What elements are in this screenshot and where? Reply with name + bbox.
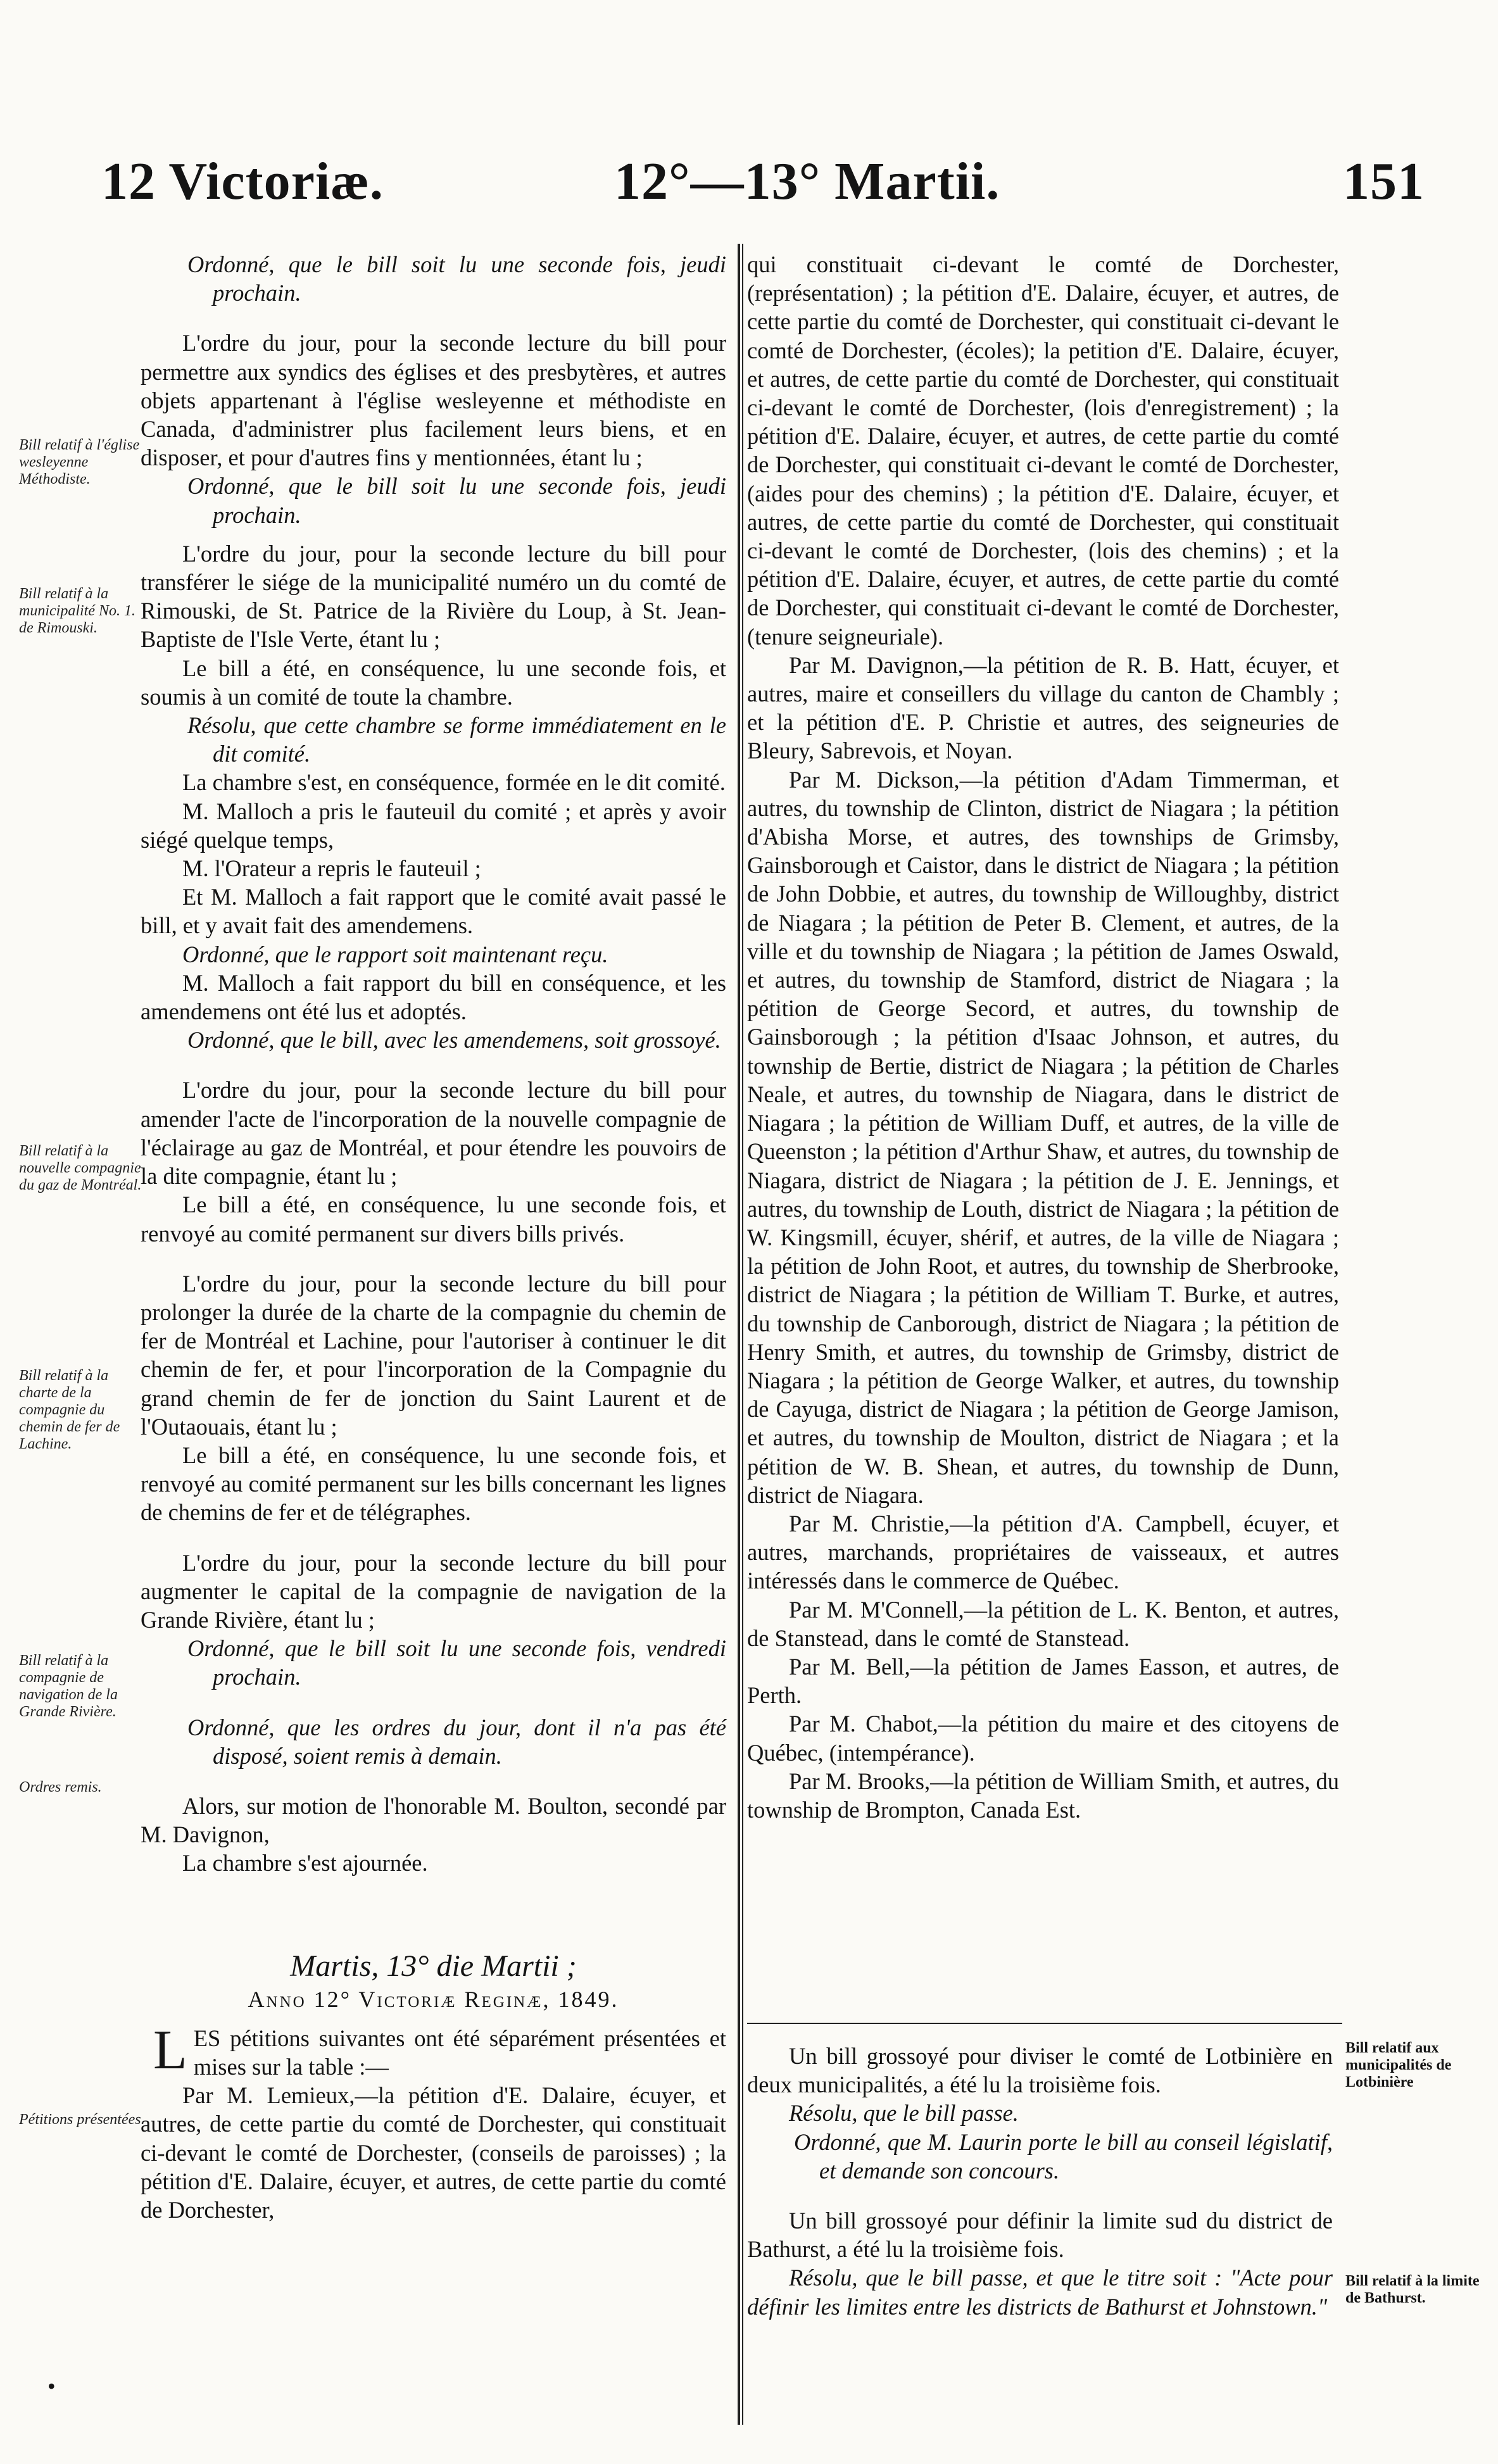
column-divider [738, 244, 740, 2425]
paragraph: Le bill a été, en conséquence, lu une seconde fois, et renvoyé au comité permanent sur divers bills privés. [141, 1191, 726, 1247]
paragraph: Par M. Brooks,—la pétition de William Smith, et autres, du township de Brompton, Canada Est. [747, 1768, 1339, 1823]
margin-note: Ordres remis. [19, 1779, 102, 1795]
paragraph: Un bill grossoyé pour diviser le comté de Lotbinière en deux municipalités, a été lu la troisième fois. [747, 2043, 1333, 2098]
header-regnal-year: 12 Victoriæ. [101, 152, 384, 211]
paragraph: Ordonné, que les ordres du jour, dont il n'a pas été disposé, soient remis à demain. [187, 1714, 726, 1769]
header-date: 12°—13° Martii. [614, 152, 1000, 211]
paragraph: Un bill grossoyé pour définir la limite sud du district de Bathurst, a été lu la troisième fois. [747, 2208, 1333, 2263]
paragraph: Le bill a été, en conséquence, lu une seconde fois, et soumis à un comité de toute la chambre. [141, 655, 726, 710]
section-subtitle: Anno 12° Victoriæ Reginæ, 1849. [248, 1986, 619, 2012]
paragraph: Par M. Davignon,—la pétition de R. B. Hatt, écuyer, et autres, maire et conseillers du village du canton de Chambly ; et la pétition d'E. P. Christie et autres, des seigneuries de Bleury, Sabrevois, et Noyan. [747, 651, 1339, 764]
paragraph: Par M. Lemieux,—la pétition d'E. Dalaire, écuyer, et autres, de cette partie du comté de Dorchester, qui constituait ci-devant le comté de Dorchester, (conseils de paroisses) ; la pétition d'E. Dalaire, écuyer, et autres, de cette partie du comté de Dorchester, [141, 2082, 726, 2223]
paragraph: Résolu, que le bill passe, et que le titre soit : "Acte pour définir les limites entre les districts de Bathurst et Johnstown." [747, 2265, 1333, 2320]
margin-note: Bill relatif à la municipalité No. 1. de Rimouski. [19, 586, 135, 636]
paragraph: L'ordre du jour, pour la seconde lecture du bill pour amender l'acte de l'incorporation de la nouvelle compagnie de l'éclairage au gaz de Montréal, et pour étendre les pouvoirs de la dite compagnie, étant lu ; [141, 1077, 726, 1190]
paragraph: Et M. Malloch a fait rapport que le comité avait passé le bill, et y avait fait des amendemens. [141, 884, 726, 939]
margin-note: Bill relatif à la compagnie de navigation de la Grande Rivière. [19, 1652, 118, 1720]
paragraph: Par M. Christie,—la pétition d'A. Campbell, écuyer, et autres, marchands, propriétaires de vaisseaux, et autres intéressés dans le commerce de Québec. [747, 1510, 1339, 1594]
page-header [89, 151, 1437, 220]
bullet-mark: • [47, 2373, 56, 2399]
paragraph: Résolu, que le bill passe. [789, 2100, 1019, 2127]
paragraph: L'ordre du jour, pour la seconde lecture du bill pour permettre aux syndics des églises et des presbytères, et autres objets appartenant à l'église wesleyenne et méthodiste en Canada, d'administrer plus facilement leurs biens, et en disposer, et pour d'autres fins y mentionnées, étant lu ; [141, 330, 726, 471]
paragraph: La chambre s'est, en conséquence, formée en le dit comité. [182, 769, 726, 796]
left-column [141, 250, 726, 2224]
paragraph: Ordonné, que M. Laurin porte le bill au conseil législatif, et demande son concours. [794, 2128, 1333, 2184]
paragraph: L'ordre du jour, pour la seconde lecture du bill pour transférer le siége de la municipalité numéro un du comté de Rimouski, de St. Patrice de la Rivière du Loup, à St. Jean-Baptiste de l'Isle Verte, étant lu ; [141, 540, 726, 653]
paragraph: La chambre s'est ajournée. [182, 1850, 428, 1876]
paragraph: L'ordre du jour, pour la seconde lecture du bill pour prolonger la durée de la charte de la compagnie du chemin de fer de Montréal et Lachine, pour l'autoriser à continuer le dit chemin de fer, et pour l'incorporation de la Compagnie du grand chemin de fer de jonction du Saint Laurent et de l'Outaouais, étant lu ; [141, 1270, 726, 1440]
paragraph: Résolu, que cette chambre se forme immédiatement en le dit comité. [187, 712, 726, 767]
paragraph: Ordonné, que le bill soit lu une seconde fois, jeudi prochain. [187, 473, 726, 528]
paragraph: M. Malloch a pris le fauteuil du comité ; et après y avoir siégé quelque temps, [141, 798, 726, 853]
paragraph: Ordonné, que le rapport soit maintenant reçu. [182, 941, 608, 967]
paragraph: Par M. Chabot,—la pétition du maire et des citoyens de Québec, (intempérance). [747, 1711, 1339, 1766]
margin-note: Pétitions présentées. [19, 2111, 145, 2128]
section-title: Martis, 13° die Martii ; [290, 1949, 577, 1983]
paragraph: Ordonné, que le bill soit lu une seconde fois, jeudi prochain. [187, 251, 726, 306]
column-divider-inner [742, 244, 743, 2425]
paragraph: M. Malloch a fait rapport du bill en conséquence, et les amendemens ont été lus et adoptés. [141, 969, 726, 1025]
margin-note: Bill relatif aux municipalités de Lotbinière [1345, 2040, 1452, 2090]
paragraph: qui constituait ci-devant le comté de Dorchester, (représentation) ; la pétition d'E. Dalaire, écuyer, et autres, de cette partie du comté de Dorchester, qui constituait ci-devant le comté de Dorchester, (écoles); la petition d'E. Dalaire, écuyer, et autres, de cette partie du comté de Dorchester, qui constituait ci-devant le comté de Dorchester, (lois d'enregistrement) ; la pétition d'E. Dalaire, écuyer, et autres, de cette partie du comté de Dorchester, qui constituait ci-devant le comté de Dorchester, (aides pour des chemins) ; la pétition d'E. Dalaire, écuyer, et autres, de cette partie du comté de Dorchester, qui constituait ci-devant le comté de Dorchester, (lois des chemins) ; et la pétition d'E. Dalaire, écuyer, et autres, de cette partie du comté de Dorchester, qui constituait ci-devant le comté de Dorchester, (tenure seigneuriale). [747, 251, 1339, 650]
paragraph: Par M. M'Connell,—la pétition de L. K. Benton, et autres, de Stanstead, dans le comté de Stanstead. [747, 1596, 1339, 1651]
margin-note: Bill relatif à la charte de la compagnie du chemin de fer de Lachine. [19, 1367, 120, 1452]
paragraph: Le bill a été, en conséquence, lu une seconde fois, et renvoyé au comité permanent sur les bills concernant les lignes de chemins de fer et de télégraphes. [141, 1442, 726, 1526]
paragraph: M. l'Orateur a repris le fauteuil ; [182, 855, 481, 882]
margin-note: Bill relatif à la limite de Bathurst. [1345, 2273, 1480, 2306]
right-column [747, 250, 1339, 1824]
margin-note: Bill relatif à la nouvelle compagnie du gaz de Montréal. [19, 1143, 142, 1193]
paragraph: L'ordre du jour, pour la seconde lecture du bill pour augmenter le capital de la compagnie de navigation de la Grande Rivière, étant lu ; [141, 1549, 726, 1633]
right-column-bills [747, 2042, 1333, 2321]
margin-note: Bill relatif à l'église wesleyenne Méthodiste. [19, 437, 140, 487]
page-number: 151 [1343, 152, 1425, 211]
paragraph: Ordonné, que le bill soit lu une seconde fois, vendredi prochain. [187, 1635, 726, 1690]
paragraph: Ordonné, que le bill, avec les amendemens, soit grossoyé. [187, 1027, 721, 1053]
paragraph: ES pétitions suivantes ont été séparément présentées et mises sur la table :— [193, 2025, 726, 2080]
paragraph: Alors, sur motion de l'honorable M. Boulton, secondé par M. Davignon, [141, 1792, 726, 1848]
drop-cap: L [153, 2019, 187, 2081]
paragraph: Par M. Bell,—la pétition de James Easson, et autres, de Perth. [747, 1653, 1339, 1709]
right-column-section-rule [747, 2023, 1342, 2024]
paragraph: Par M. Dickson,—la pétition d'Adam Timmerman, et autres, du township de Clinton, district de Niagara ; la pétition d'Abisha Morse, et autres, des townships de Grimsby, Gainsborough et Caistor, dans le district de Niagara ; la pétition de John Dobbie, et autres, du township de Willoughby, district de Niagara ; la pétition de Peter B. Clement, et autres, de la ville et du township de Niagara ; la pétition de James Oswald, et autres, du township de Stamford, district de Niagara ; la pétition de George Secord, et autres, du township de Gainsborough ; la pétition d'Isaac Johnson, et autres, du township de Bertie, district de Niagara ; la pétition de Charles Neale, et autres, du township de Niagara, dans le district de Niagara ; la pétition de William Duff, et autres, de la ville de Queenston ; la pétition d'Arthur Shaw, et autres, du township de Niagara, district de Niagara ; la pétition de J. E. Jennings, et autres, du township de Louth, district de Niagara ; la pétition de W. Kingsmill, écuyer, shérif, et autres, de la ville de Niagara ; la pétition de John Root, et autres, du township de Sherbrooke, district de Niagara ; la pétition de William T. Burke, et autres, du township de Canborough, district de Niagara ; la pétition de Henry Smith, et autres, du township de Grimsby, district de Niagara ; la pétition de George Walker, et autres, du township de Cayuga, district de Niagara ; la pétition de George Jamison, et autres, du township de Moulton, district de Niagara ; et la pétition de W. B. Shean, et autres, du township de Dunn, district de Niagara. [747, 766, 1339, 1508]
